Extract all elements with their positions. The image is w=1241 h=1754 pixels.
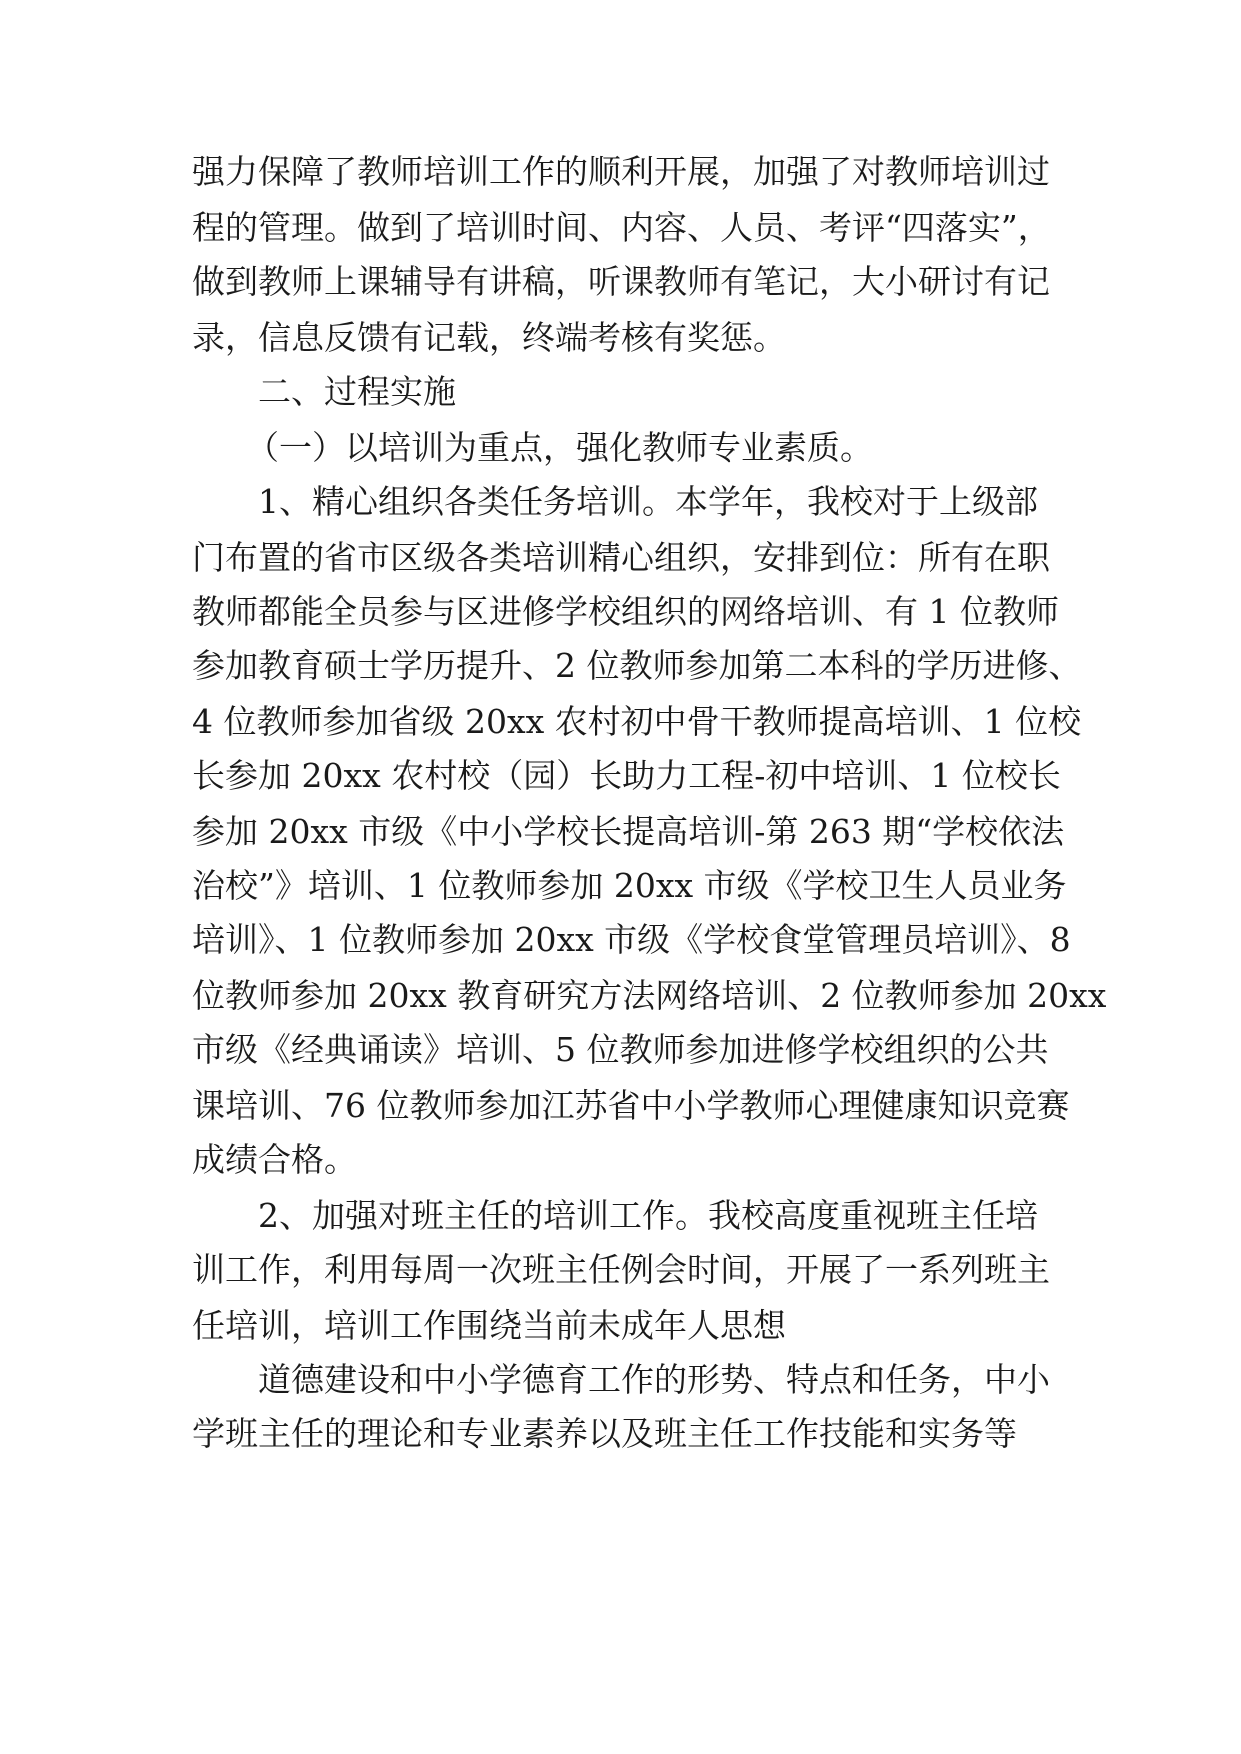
body-line: 市级《经典诵读》培训、5 位教师参加进修学校组织的公共	[192, 1030, 1049, 1069]
body-line: 强力保障了教师培训工作的顺利开展，加强了对教师培训过	[192, 152, 1050, 191]
body-line: 做到教师上课辅导有讲稿，听课教师有笔记，大小研讨有记	[192, 262, 1050, 301]
body-line: 任培训，培训工作围绕当前未成年人思想	[192, 1306, 786, 1345]
body-line: 课培训、76 位教师参加江苏省中小学教师心理健康知识竞赛	[192, 1086, 1070, 1125]
body-line: 教师都能全员参与区进修学校组织的网络培训、有 1 位教师	[192, 592, 1059, 631]
body-line: 程的管理。做到了培训时间、内容、人员、考评“四落实”，	[192, 208, 1051, 247]
body-line: 治校”》培训、1 位教师参加 20xx 市级《学校卫生人员业务	[192, 866, 1067, 905]
section-heading: 二、过程实施	[258, 372, 456, 411]
body-line: 门布置的省市区级各类培训精心组织，安排到位：所有在职	[192, 538, 1050, 577]
body-line: 培训》、1 位教师参加 20xx 市级《学校食堂管理员培训》、8	[192, 920, 1071, 959]
body-line: 长参加 20xx 农村校（园）长助力工程-初中培训、1 位校长	[192, 756, 1061, 795]
body-line: 4 位教师参加省级 20xx 农村初中骨干教师提高培训、1 位校	[192, 702, 1082, 741]
body-line: 成绩合格。	[192, 1140, 357, 1179]
body-line: 参加 20xx 市级《中小学校长提高培训-第 263 期“学校依法	[192, 812, 1065, 851]
body-line: 学班主任的理论和专业素养以及班主任工作技能和实务等	[192, 1414, 1017, 1453]
body-line: 参加教育硕士学历提升、2 位教师参加第二本科的学历进修、	[192, 646, 1082, 685]
body-line: 1、精心组织各类任务培训。本学年，我校对于上级部	[258, 482, 1038, 521]
body-line: 训工作，利用每周一次班主任例会时间，开展了一系列班主	[192, 1250, 1050, 1289]
body-line: 位教师参加 20xx 教育研究方法网络培训、2 位教师参加 20xx	[192, 976, 1107, 1015]
subsection-heading: （一）以培训为重点，强化教师专业素质。	[246, 428, 873, 467]
body-line: 道德建设和中小学德育工作的形势、特点和任务，中小	[258, 1360, 1050, 1399]
body-line: 2、加强对班主任的培训工作。我校高度重视班主任培	[258, 1196, 1038, 1235]
body-line: 录，信息反馈有记载，终端考核有奖惩。	[192, 318, 786, 357]
